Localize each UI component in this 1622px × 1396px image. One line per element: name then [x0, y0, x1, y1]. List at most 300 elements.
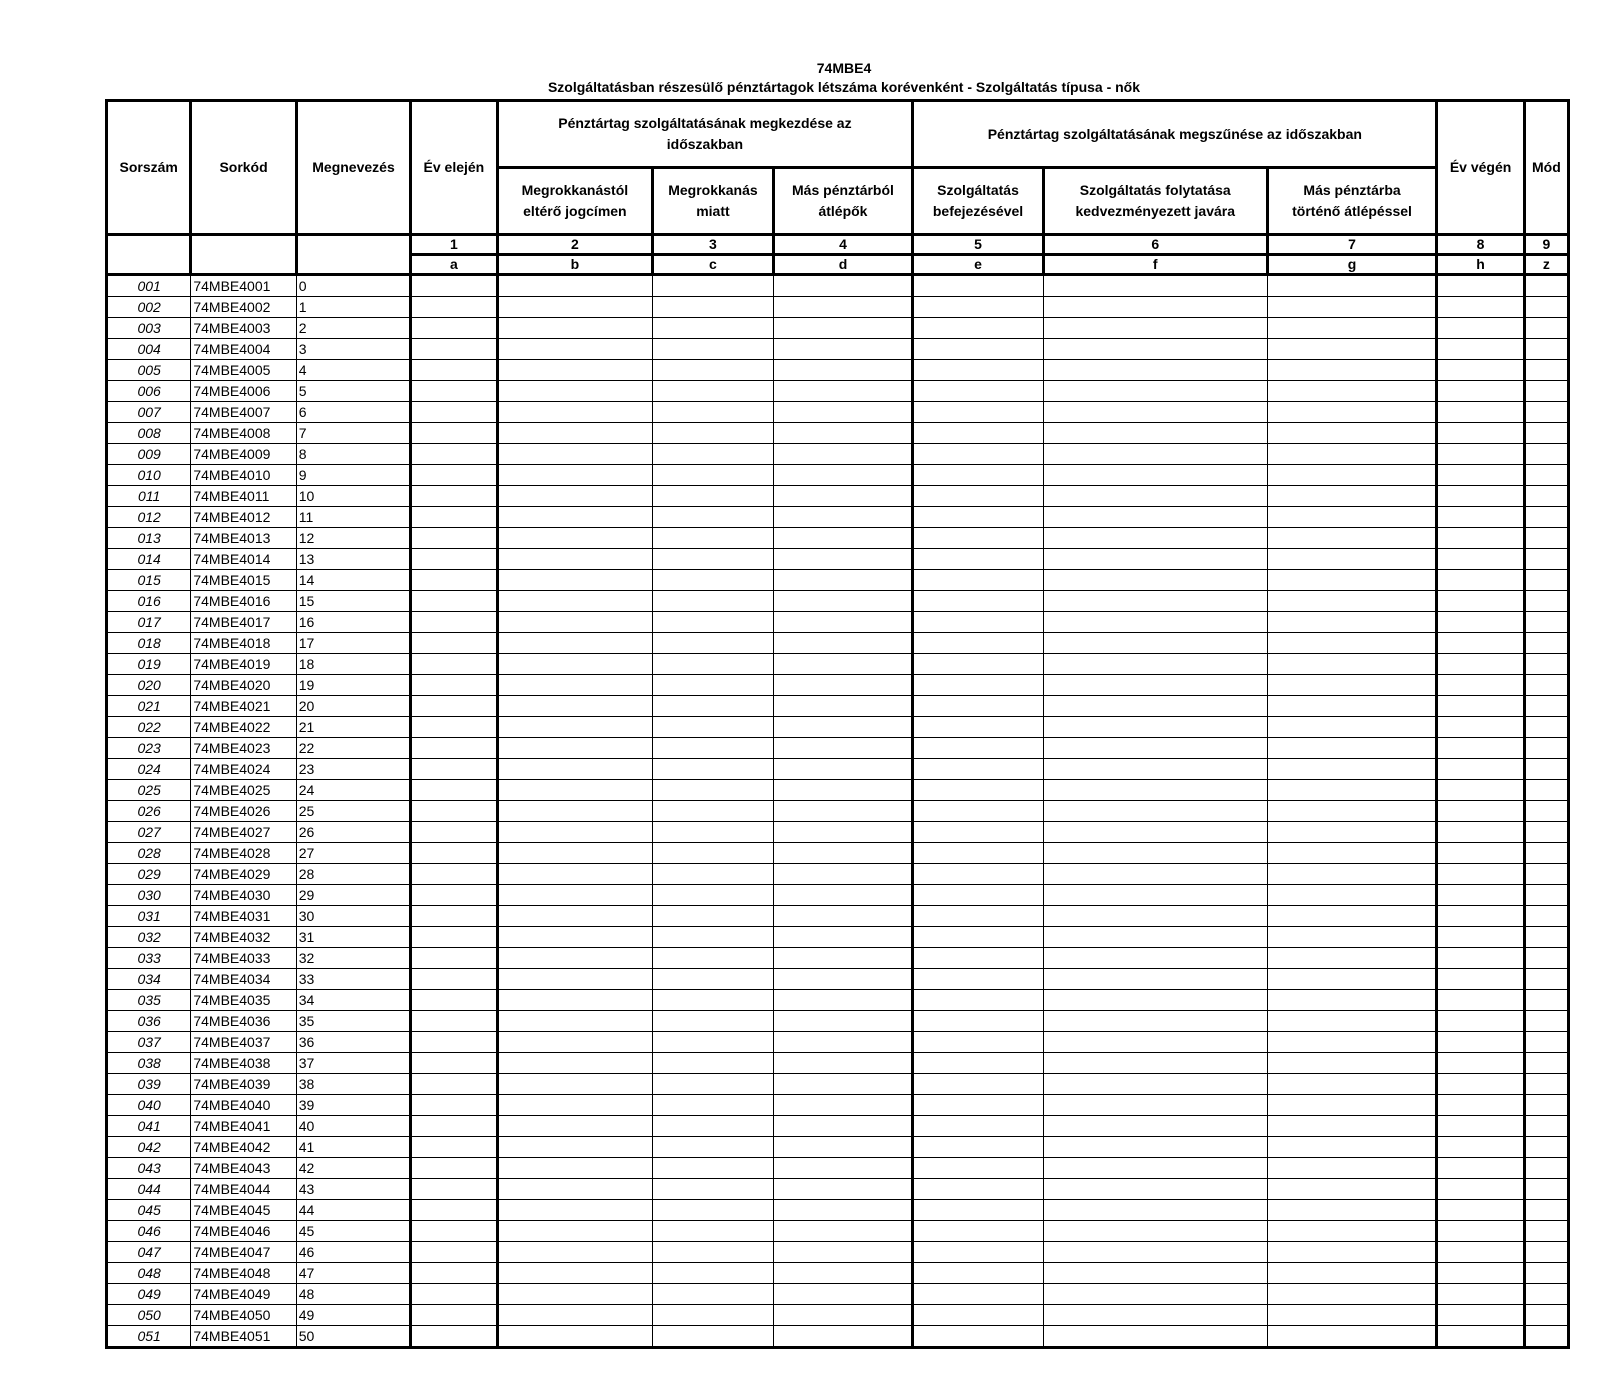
data-cell-d[interactable]	[773, 843, 913, 864]
data-cell-d[interactable]	[773, 612, 913, 633]
data-cell-b[interactable]	[497, 759, 653, 780]
data-cell-g[interactable]	[1267, 654, 1437, 675]
data-cell-g[interactable]	[1267, 906, 1437, 927]
data-cell-e[interactable]	[913, 1158, 1044, 1179]
data-cell-b[interactable]	[497, 906, 653, 927]
data-cell-a[interactable]	[411, 444, 497, 465]
data-cell-z[interactable]	[1524, 1326, 1568, 1348]
data-cell-c[interactable]	[653, 465, 773, 486]
data-cell-z[interactable]	[1524, 843, 1568, 864]
data-cell-z[interactable]	[1524, 1263, 1568, 1284]
data-cell-h[interactable]	[1437, 1305, 1524, 1326]
data-cell-a[interactable]	[411, 423, 497, 444]
data-cell-a[interactable]	[411, 318, 497, 339]
data-cell-b[interactable]	[497, 990, 653, 1011]
data-cell-d[interactable]	[773, 1305, 913, 1326]
data-cell-b[interactable]	[497, 969, 653, 990]
data-cell-c[interactable]	[653, 717, 773, 738]
data-cell-c[interactable]	[653, 696, 773, 717]
data-cell-d[interactable]	[773, 549, 913, 570]
data-cell-g[interactable]	[1267, 297, 1437, 318]
data-cell-h[interactable]	[1437, 1095, 1524, 1116]
data-cell-z[interactable]	[1524, 1137, 1568, 1158]
data-cell-d[interactable]	[773, 696, 913, 717]
data-cell-b[interactable]	[497, 1326, 653, 1348]
data-cell-e[interactable]	[913, 1221, 1044, 1242]
data-cell-e[interactable]	[913, 780, 1044, 801]
data-cell-f[interactable]	[1043, 1137, 1267, 1158]
data-cell-e[interactable]	[913, 528, 1044, 549]
data-cell-g[interactable]	[1267, 696, 1437, 717]
data-cell-d[interactable]	[773, 927, 913, 948]
data-cell-z[interactable]	[1524, 444, 1568, 465]
data-cell-e[interactable]	[913, 1200, 1044, 1221]
data-cell-a[interactable]	[411, 654, 497, 675]
data-cell-a[interactable]	[411, 759, 497, 780]
data-cell-h[interactable]	[1437, 381, 1524, 402]
data-cell-c[interactable]	[653, 402, 773, 423]
data-cell-g[interactable]	[1267, 444, 1437, 465]
data-cell-f[interactable]	[1043, 1116, 1267, 1137]
data-cell-b[interactable]	[497, 1158, 653, 1179]
data-cell-h[interactable]	[1437, 696, 1524, 717]
data-cell-d[interactable]	[773, 1011, 913, 1032]
data-cell-c[interactable]	[653, 318, 773, 339]
data-cell-d[interactable]	[773, 444, 913, 465]
data-cell-g[interactable]	[1267, 969, 1437, 990]
data-cell-c[interactable]	[653, 486, 773, 507]
data-cell-a[interactable]	[411, 486, 497, 507]
data-cell-h[interactable]	[1437, 528, 1524, 549]
data-cell-e[interactable]	[913, 801, 1044, 822]
data-cell-c[interactable]	[653, 1074, 773, 1095]
data-cell-h[interactable]	[1437, 339, 1524, 360]
data-cell-h[interactable]	[1437, 843, 1524, 864]
data-cell-z[interactable]	[1524, 1305, 1568, 1326]
data-cell-b[interactable]	[497, 717, 653, 738]
data-cell-d[interactable]	[773, 654, 913, 675]
data-cell-g[interactable]	[1267, 275, 1437, 297]
data-cell-a[interactable]	[411, 1137, 497, 1158]
data-cell-f[interactable]	[1043, 759, 1267, 780]
data-cell-c[interactable]	[653, 1137, 773, 1158]
data-cell-c[interactable]	[653, 969, 773, 990]
data-cell-f[interactable]	[1043, 486, 1267, 507]
data-cell-z[interactable]	[1524, 360, 1568, 381]
data-cell-h[interactable]	[1437, 423, 1524, 444]
data-cell-z[interactable]	[1524, 570, 1568, 591]
data-cell-d[interactable]	[773, 1137, 913, 1158]
data-cell-e[interactable]	[913, 1326, 1044, 1348]
data-cell-a[interactable]	[411, 402, 497, 423]
data-cell-d[interactable]	[773, 1179, 913, 1200]
data-cell-d[interactable]	[773, 633, 913, 654]
data-cell-b[interactable]	[497, 1116, 653, 1137]
data-cell-c[interactable]	[653, 297, 773, 318]
data-cell-e[interactable]	[913, 507, 1044, 528]
data-cell-d[interactable]	[773, 717, 913, 738]
data-cell-g[interactable]	[1267, 360, 1437, 381]
data-cell-d[interactable]	[773, 738, 913, 759]
data-cell-f[interactable]	[1043, 444, 1267, 465]
data-cell-c[interactable]	[653, 738, 773, 759]
data-cell-z[interactable]	[1524, 864, 1568, 885]
data-cell-a[interactable]	[411, 549, 497, 570]
data-cell-a[interactable]	[411, 885, 497, 906]
data-cell-d[interactable]	[773, 381, 913, 402]
data-cell-c[interactable]	[653, 1158, 773, 1179]
data-cell-f[interactable]	[1043, 1242, 1267, 1263]
data-cell-e[interactable]	[913, 339, 1044, 360]
data-cell-a[interactable]	[411, 906, 497, 927]
data-cell-a[interactable]	[411, 633, 497, 654]
data-cell-z[interactable]	[1524, 1095, 1568, 1116]
data-cell-b[interactable]	[497, 1284, 653, 1305]
data-cell-c[interactable]	[653, 1326, 773, 1348]
data-cell-g[interactable]	[1267, 1221, 1437, 1242]
data-cell-b[interactable]	[497, 507, 653, 528]
data-cell-f[interactable]	[1043, 1305, 1267, 1326]
data-cell-a[interactable]	[411, 1305, 497, 1326]
data-cell-f[interactable]	[1043, 1200, 1267, 1221]
data-cell-f[interactable]	[1043, 402, 1267, 423]
data-cell-z[interactable]	[1524, 717, 1568, 738]
data-cell-b[interactable]	[497, 591, 653, 612]
data-cell-a[interactable]	[411, 381, 497, 402]
data-cell-d[interactable]	[773, 675, 913, 696]
data-cell-f[interactable]	[1043, 633, 1267, 654]
data-cell-c[interactable]	[653, 843, 773, 864]
data-cell-g[interactable]	[1267, 1242, 1437, 1263]
data-cell-b[interactable]	[497, 275, 653, 297]
data-cell-g[interactable]	[1267, 1284, 1437, 1305]
data-cell-h[interactable]	[1437, 612, 1524, 633]
data-cell-a[interactable]	[411, 275, 497, 297]
data-cell-z[interactable]	[1524, 297, 1568, 318]
data-cell-c[interactable]	[653, 381, 773, 402]
data-cell-d[interactable]	[773, 591, 913, 612]
data-cell-g[interactable]	[1267, 759, 1437, 780]
data-cell-z[interactable]	[1524, 759, 1568, 780]
data-cell-z[interactable]	[1524, 339, 1568, 360]
data-cell-a[interactable]	[411, 1116, 497, 1137]
data-cell-g[interactable]	[1267, 1263, 1437, 1284]
data-cell-f[interactable]	[1043, 360, 1267, 381]
data-cell-g[interactable]	[1267, 1179, 1437, 1200]
data-cell-z[interactable]	[1524, 969, 1568, 990]
data-cell-a[interactable]	[411, 927, 497, 948]
data-cell-b[interactable]	[497, 1137, 653, 1158]
data-cell-b[interactable]	[497, 1179, 653, 1200]
data-cell-a[interactable]	[411, 528, 497, 549]
data-cell-f[interactable]	[1043, 738, 1267, 759]
data-cell-g[interactable]	[1267, 1053, 1437, 1074]
data-cell-d[interactable]	[773, 1284, 913, 1305]
data-cell-e[interactable]	[913, 927, 1044, 948]
data-cell-b[interactable]	[497, 318, 653, 339]
data-cell-d[interactable]	[773, 318, 913, 339]
data-cell-b[interactable]	[497, 801, 653, 822]
data-cell-f[interactable]	[1043, 906, 1267, 927]
data-cell-a[interactable]	[411, 465, 497, 486]
data-cell-z[interactable]	[1524, 381, 1568, 402]
data-cell-a[interactable]	[411, 864, 497, 885]
data-cell-f[interactable]	[1043, 423, 1267, 444]
data-cell-h[interactable]	[1437, 1221, 1524, 1242]
data-cell-e[interactable]	[913, 465, 1044, 486]
data-cell-z[interactable]	[1524, 1053, 1568, 1074]
data-cell-b[interactable]	[497, 1200, 653, 1221]
data-cell-b[interactable]	[497, 465, 653, 486]
data-cell-h[interactable]	[1437, 318, 1524, 339]
data-cell-h[interactable]	[1437, 1011, 1524, 1032]
data-cell-b[interactable]	[497, 948, 653, 969]
data-cell-a[interactable]	[411, 1242, 497, 1263]
data-cell-f[interactable]	[1043, 1011, 1267, 1032]
data-cell-e[interactable]	[913, 843, 1044, 864]
data-cell-e[interactable]	[913, 990, 1044, 1011]
data-cell-z[interactable]	[1524, 318, 1568, 339]
data-cell-d[interactable]	[773, 465, 913, 486]
data-cell-g[interactable]	[1267, 549, 1437, 570]
data-cell-e[interactable]	[913, 402, 1044, 423]
data-cell-a[interactable]	[411, 297, 497, 318]
data-cell-e[interactable]	[913, 591, 1044, 612]
data-cell-d[interactable]	[773, 1242, 913, 1263]
data-cell-h[interactable]	[1437, 1326, 1524, 1348]
data-cell-e[interactable]	[913, 486, 1044, 507]
data-cell-c[interactable]	[653, 528, 773, 549]
data-cell-h[interactable]	[1437, 570, 1524, 591]
data-cell-f[interactable]	[1043, 1158, 1267, 1179]
data-cell-a[interactable]	[411, 1200, 497, 1221]
data-cell-f[interactable]	[1043, 654, 1267, 675]
data-cell-d[interactable]	[773, 780, 913, 801]
data-cell-b[interactable]	[497, 927, 653, 948]
data-cell-g[interactable]	[1267, 843, 1437, 864]
data-cell-g[interactable]	[1267, 633, 1437, 654]
data-cell-c[interactable]	[653, 444, 773, 465]
data-cell-c[interactable]	[653, 1221, 773, 1242]
data-cell-a[interactable]	[411, 969, 497, 990]
data-cell-z[interactable]	[1524, 738, 1568, 759]
data-cell-a[interactable]	[411, 696, 497, 717]
data-cell-g[interactable]	[1267, 717, 1437, 738]
data-cell-f[interactable]	[1043, 549, 1267, 570]
data-cell-d[interactable]	[773, 1263, 913, 1284]
data-cell-a[interactable]	[411, 948, 497, 969]
data-cell-h[interactable]	[1437, 275, 1524, 297]
data-cell-b[interactable]	[497, 1032, 653, 1053]
data-cell-g[interactable]	[1267, 486, 1437, 507]
data-cell-d[interactable]	[773, 864, 913, 885]
data-cell-z[interactable]	[1524, 801, 1568, 822]
data-cell-z[interactable]	[1524, 275, 1568, 297]
data-cell-b[interactable]	[497, 549, 653, 570]
data-cell-b[interactable]	[497, 444, 653, 465]
data-cell-d[interactable]	[773, 423, 913, 444]
data-cell-b[interactable]	[497, 528, 653, 549]
data-cell-z[interactable]	[1524, 507, 1568, 528]
data-cell-h[interactable]	[1437, 1053, 1524, 1074]
data-cell-g[interactable]	[1267, 1074, 1437, 1095]
data-cell-f[interactable]	[1043, 1074, 1267, 1095]
data-cell-h[interactable]	[1437, 465, 1524, 486]
data-cell-c[interactable]	[653, 1032, 773, 1053]
data-cell-h[interactable]	[1437, 675, 1524, 696]
data-cell-d[interactable]	[773, 402, 913, 423]
data-cell-d[interactable]	[773, 507, 913, 528]
data-cell-e[interactable]	[913, 297, 1044, 318]
data-cell-d[interactable]	[773, 339, 913, 360]
data-cell-c[interactable]	[653, 591, 773, 612]
data-cell-a[interactable]	[411, 843, 497, 864]
data-cell-c[interactable]	[653, 801, 773, 822]
data-cell-e[interactable]	[913, 612, 1044, 633]
data-cell-b[interactable]	[497, 633, 653, 654]
data-cell-b[interactable]	[497, 381, 653, 402]
data-cell-h[interactable]	[1437, 591, 1524, 612]
data-cell-e[interactable]	[913, 717, 1044, 738]
data-cell-z[interactable]	[1524, 990, 1568, 1011]
data-cell-b[interactable]	[497, 780, 653, 801]
data-cell-h[interactable]	[1437, 948, 1524, 969]
data-cell-c[interactable]	[653, 1242, 773, 1263]
data-cell-f[interactable]	[1043, 318, 1267, 339]
data-cell-z[interactable]	[1524, 1221, 1568, 1242]
data-cell-e[interactable]	[913, 1032, 1044, 1053]
data-cell-a[interactable]	[411, 1158, 497, 1179]
data-cell-c[interactable]	[653, 906, 773, 927]
data-cell-e[interactable]	[913, 885, 1044, 906]
data-cell-e[interactable]	[913, 654, 1044, 675]
data-cell-a[interactable]	[411, 1284, 497, 1305]
data-cell-b[interactable]	[497, 402, 653, 423]
data-cell-z[interactable]	[1524, 906, 1568, 927]
data-cell-c[interactable]	[653, 1095, 773, 1116]
data-cell-d[interactable]	[773, 275, 913, 297]
data-cell-g[interactable]	[1267, 801, 1437, 822]
data-cell-g[interactable]	[1267, 990, 1437, 1011]
data-cell-c[interactable]	[653, 864, 773, 885]
data-cell-h[interactable]	[1437, 633, 1524, 654]
data-cell-f[interactable]	[1043, 275, 1267, 297]
data-cell-z[interactable]	[1524, 780, 1568, 801]
data-cell-h[interactable]	[1437, 297, 1524, 318]
data-cell-d[interactable]	[773, 1074, 913, 1095]
data-cell-e[interactable]	[913, 381, 1044, 402]
data-cell-e[interactable]	[913, 1011, 1044, 1032]
data-cell-f[interactable]	[1043, 885, 1267, 906]
data-cell-d[interactable]	[773, 906, 913, 927]
data-cell-e[interactable]	[913, 759, 1044, 780]
data-cell-f[interactable]	[1043, 822, 1267, 843]
data-cell-e[interactable]	[913, 549, 1044, 570]
data-cell-z[interactable]	[1524, 549, 1568, 570]
data-cell-g[interactable]	[1267, 1116, 1437, 1137]
data-cell-h[interactable]	[1437, 486, 1524, 507]
data-cell-z[interactable]	[1524, 1116, 1568, 1137]
data-cell-b[interactable]	[497, 486, 653, 507]
data-cell-h[interactable]	[1437, 1179, 1524, 1200]
data-cell-a[interactable]	[411, 780, 497, 801]
data-cell-g[interactable]	[1267, 1158, 1437, 1179]
data-cell-e[interactable]	[913, 633, 1044, 654]
data-cell-z[interactable]	[1524, 675, 1568, 696]
data-cell-a[interactable]	[411, 1032, 497, 1053]
data-cell-a[interactable]	[411, 339, 497, 360]
data-cell-z[interactable]	[1524, 927, 1568, 948]
data-cell-e[interactable]	[913, 969, 1044, 990]
data-cell-b[interactable]	[497, 612, 653, 633]
data-cell-f[interactable]	[1043, 1326, 1267, 1348]
data-cell-a[interactable]	[411, 738, 497, 759]
data-cell-g[interactable]	[1267, 738, 1437, 759]
data-cell-f[interactable]	[1043, 969, 1267, 990]
data-cell-c[interactable]	[653, 507, 773, 528]
data-cell-g[interactable]	[1267, 465, 1437, 486]
data-cell-h[interactable]	[1437, 1200, 1524, 1221]
data-cell-f[interactable]	[1043, 1284, 1267, 1305]
data-cell-f[interactable]	[1043, 1032, 1267, 1053]
data-cell-c[interactable]	[653, 927, 773, 948]
data-cell-a[interactable]	[411, 675, 497, 696]
data-cell-d[interactable]	[773, 570, 913, 591]
data-cell-a[interactable]	[411, 1053, 497, 1074]
data-cell-f[interactable]	[1043, 1263, 1267, 1284]
data-cell-f[interactable]	[1043, 507, 1267, 528]
data-cell-e[interactable]	[913, 1179, 1044, 1200]
data-cell-z[interactable]	[1524, 1032, 1568, 1053]
data-cell-d[interactable]	[773, 1326, 913, 1348]
data-cell-d[interactable]	[773, 1095, 913, 1116]
data-cell-g[interactable]	[1267, 927, 1437, 948]
data-cell-z[interactable]	[1524, 654, 1568, 675]
data-cell-b[interactable]	[497, 654, 653, 675]
data-cell-f[interactable]	[1043, 801, 1267, 822]
data-cell-d[interactable]	[773, 885, 913, 906]
data-cell-f[interactable]	[1043, 927, 1267, 948]
data-cell-g[interactable]	[1267, 612, 1437, 633]
data-cell-g[interactable]	[1267, 507, 1437, 528]
data-cell-c[interactable]	[653, 1305, 773, 1326]
data-cell-e[interactable]	[913, 318, 1044, 339]
data-cell-b[interactable]	[497, 423, 653, 444]
data-cell-f[interactable]	[1043, 843, 1267, 864]
data-cell-z[interactable]	[1524, 633, 1568, 654]
data-cell-h[interactable]	[1437, 1074, 1524, 1095]
data-cell-a[interactable]	[411, 990, 497, 1011]
data-cell-c[interactable]	[653, 990, 773, 1011]
data-cell-b[interactable]	[497, 1074, 653, 1095]
data-cell-h[interactable]	[1437, 780, 1524, 801]
data-cell-d[interactable]	[773, 990, 913, 1011]
data-cell-b[interactable]	[497, 339, 653, 360]
data-cell-d[interactable]	[773, 360, 913, 381]
data-cell-z[interactable]	[1524, 885, 1568, 906]
data-cell-e[interactable]	[913, 1074, 1044, 1095]
data-cell-g[interactable]	[1267, 1011, 1437, 1032]
data-cell-h[interactable]	[1437, 738, 1524, 759]
data-cell-d[interactable]	[773, 486, 913, 507]
data-cell-g[interactable]	[1267, 1095, 1437, 1116]
data-cell-f[interactable]	[1043, 990, 1267, 1011]
data-cell-h[interactable]	[1437, 906, 1524, 927]
data-cell-b[interactable]	[497, 1305, 653, 1326]
data-cell-h[interactable]	[1437, 1116, 1524, 1137]
data-cell-z[interactable]	[1524, 1284, 1568, 1305]
data-cell-h[interactable]	[1437, 1284, 1524, 1305]
